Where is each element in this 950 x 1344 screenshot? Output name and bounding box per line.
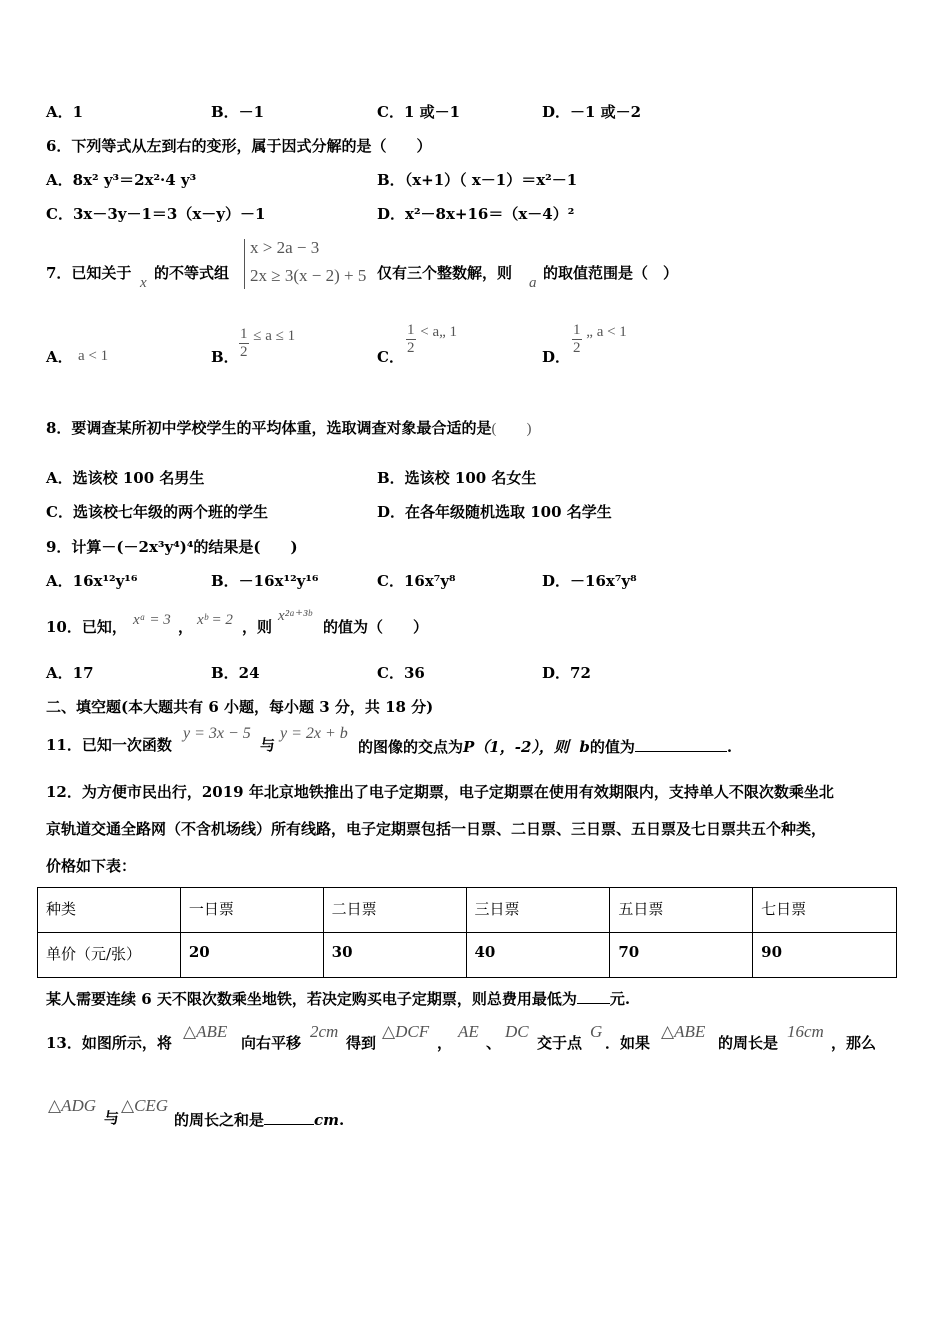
q8-stem: 8．要调查某所初中学校学生的平均体重，选取调查对象最合适的是( )	[46, 419, 532, 437]
q7-ineq-2: 2x ≥ 3(x − 2) + 5	[250, 266, 367, 285]
table-header-cell: 三日票	[466, 888, 610, 933]
q7-option-d-label: D．	[542, 348, 571, 366]
section-2-heading: 二、填空题(本大题共有 6 小题，每小题 3 分，共 18 分)	[46, 698, 434, 716]
table-row	[38, 933, 897, 978]
q7-var-x: x	[140, 275, 147, 291]
q11-var-b: b	[579, 738, 590, 756]
q8-option-a: A．选该校 100 名男生	[46, 469, 205, 487]
q10-sep: ，	[178, 618, 194, 636]
q5-option-d: D．－1 或－2	[542, 103, 642, 121]
q11-function-1: y = 3x − 5	[183, 725, 251, 742]
q6-option-b: B．（x+1）（ x－1）＝x²－1	[377, 171, 578, 189]
q6-stem: 6．下列等式从左到右的变形，属于因式分解的是（ ）	[46, 137, 432, 155]
table-cell: 30	[323, 933, 466, 978]
q6-option-a-text: 8x² y³＝2x²·4 y³	[72, 171, 197, 189]
q9-stem: 9．计算－(－2x³y⁴)⁴的结果是( )	[46, 538, 298, 556]
q7-option-b-math: $\frac{1}{2}$ ≤ a ≤ 1	[240, 326, 296, 360]
q11-pre: 11．已知一次函数	[46, 736, 172, 754]
table-cell: 70	[610, 933, 753, 978]
q13-segment-ae: AE	[458, 1022, 479, 1041]
table-header-cell: 种类	[38, 888, 181, 933]
q5-option-c: C．1 或－1	[377, 103, 461, 121]
q13-triangle-dcf: △DCF	[382, 1022, 430, 1041]
q6-option-a: A．8x² y³＝2x²·4 y³	[46, 171, 197, 189]
q13-t4: ．如果	[605, 1034, 651, 1052]
ticket-price-table	[37, 887, 897, 978]
q7-option-d-math: $\frac{1}{2}$ „ a < 1	[573, 322, 627, 356]
table-header-cell: 二日票	[323, 888, 466, 933]
q7-brace	[244, 239, 245, 289]
q13-t7: 与	[104, 1109, 120, 1127]
q12-line-3: 价格如下表：	[46, 857, 137, 875]
q7-option-c-math: $\frac{1}{2}$ < a„ 1	[407, 322, 458, 356]
q10-option-d: D．72	[542, 664, 591, 682]
q12-line-2: 京轨道交通全路网（不含机场线）所有线路，电子定期票包括一日票、二日票、三日票、五日票及七日票共五个种类，	[46, 820, 827, 838]
q10-stem-end: 的值为（ ）	[323, 618, 429, 636]
q7-option-c-label: C．	[377, 348, 404, 366]
q13-answer-blank[interactable]	[264, 1108, 314, 1125]
q6-option-c-text: 3x－3y－1＝3（x－y）－1	[72, 205, 266, 223]
q13-point-g: G	[590, 1022, 603, 1041]
q6-option-b-text: （x+1）（ x－1）＝x²－1	[404, 171, 578, 189]
q13-dun: 、	[486, 1034, 502, 1052]
q13-comma: ，	[437, 1034, 453, 1052]
q10-option-a: A．17	[46, 664, 94, 682]
q7-stem-pre: 7．已知关于	[46, 264, 132, 282]
table-cell: 40	[466, 933, 610, 978]
q10-cond-2: xᵇ = 2	[197, 612, 233, 628]
q8-paren: ( )	[491, 421, 532, 437]
q13-perimeter: 16cm	[787, 1022, 824, 1041]
q9-option-c: C．16x⁷y⁸	[377, 572, 456, 590]
q11-function-2: y = 2x + b	[280, 725, 348, 742]
q12-line-1: 12．为方便市民出行，2019 年北京地铁推出了电子定期票，电子定期票在使用有效期限内，支持单人不限次数乘坐北	[46, 783, 834, 801]
table-header-cell: 一日票	[180, 888, 323, 933]
q11-answer-blank[interactable]	[635, 735, 727, 752]
q6-option-c: C．3x－3y－1＝3（x－y）－1	[46, 205, 266, 223]
q13-t3: 交于点	[537, 1034, 583, 1052]
q6-option-d: D．x²－8x+16＝（x－4）²	[377, 205, 575, 223]
q13-triangle-adg: △ADG	[48, 1096, 97, 1115]
table-header-row	[38, 888, 897, 933]
q13-t5: 的周长是	[718, 1034, 779, 1052]
table-header-cell: 五日票	[610, 888, 753, 933]
q7-stem-post: 仅有三个整数解，则	[377, 264, 513, 282]
table-cell: 单价（元/张）	[38, 933, 181, 978]
q9-option-b: B．－16x¹²y¹⁶	[211, 572, 319, 590]
q11-post: 的图像的交点为P（1，-2），则 b的值为 .	[358, 735, 732, 757]
q13-t6: ，那么	[831, 1034, 877, 1052]
q7-option-d-fraction: $\frac{1}{2}$	[573, 322, 581, 356]
q7-stem-mid: 的不等式组	[154, 264, 230, 282]
q10-cond-1: xᵃ = 3	[133, 612, 171, 628]
q7-ineq-1: x > 2a − 3	[250, 238, 320, 257]
q5-option-a: A．1	[46, 103, 84, 121]
q7-option-b-fraction: $\frac{1}{2}$	[240, 326, 248, 360]
q9-option-d: D．－16x⁷y⁸	[542, 572, 637, 590]
q13-distance: 2cm	[310, 1022, 339, 1041]
q7-option-c-fraction: $\frac{1}{2}$	[407, 322, 415, 356]
q7-option-a-math: a < 1	[78, 348, 109, 364]
q12-after: 某人需要连续 6 天不限次数乘坐地铁，若决定购买电子定期票，则总费用最低为 元.	[46, 987, 630, 1009]
q10-stem-mid: ，则	[242, 618, 273, 636]
q13-t8: 的周长之和是 cm.	[174, 1108, 344, 1130]
q7-option-b-label: B．	[211, 348, 239, 366]
q13-pre: 13．如图所示，将	[46, 1034, 172, 1052]
q8-option-b: B．选该校 100 名女生	[377, 469, 537, 487]
q7-option-a-label: A．	[46, 348, 73, 366]
q12-answer-blank[interactable]	[577, 987, 610, 1004]
q11-mid: 与	[260, 736, 276, 754]
q10-expr: x²ᵃ⁺³ᵇ	[278, 608, 312, 624]
q10-option-b: B．24	[211, 664, 260, 682]
q13-segment-dc: DC	[505, 1022, 529, 1041]
q13-t1: 向右平移	[241, 1034, 302, 1052]
q5-option-b: B．－1	[211, 103, 265, 121]
q6-option-d-text: x²－8x+16＝（x－4）²	[405, 205, 575, 223]
q13-t2: 得到	[346, 1034, 377, 1052]
q8-option-d: D．在各年级随机选取 100 名学生	[377, 503, 612, 521]
q10-stem-pre: 10．已知，	[46, 618, 127, 636]
q10-option-c: C．36	[377, 664, 425, 682]
q13-unit: cm	[314, 1111, 340, 1129]
table-cell: 20	[180, 933, 323, 978]
q11-point: P（1，-2），则	[463, 738, 569, 756]
q13-triangle-ceg: △CEG	[121, 1096, 169, 1115]
q13-triangle-abe-2: △ABE	[661, 1022, 706, 1041]
table-cell: 90	[753, 933, 897, 978]
q13-triangle-abe: △ABE	[183, 1022, 228, 1041]
q9-option-a: A．16x¹²y¹⁶	[46, 572, 138, 590]
q7-stem-end: 的取值范围是（ ）	[543, 264, 679, 282]
table-header-cell: 七日票	[753, 888, 897, 933]
q8-option-c: C．选该校七年级的两个班的学生	[46, 503, 268, 521]
q7-var-a: a	[529, 275, 537, 291]
